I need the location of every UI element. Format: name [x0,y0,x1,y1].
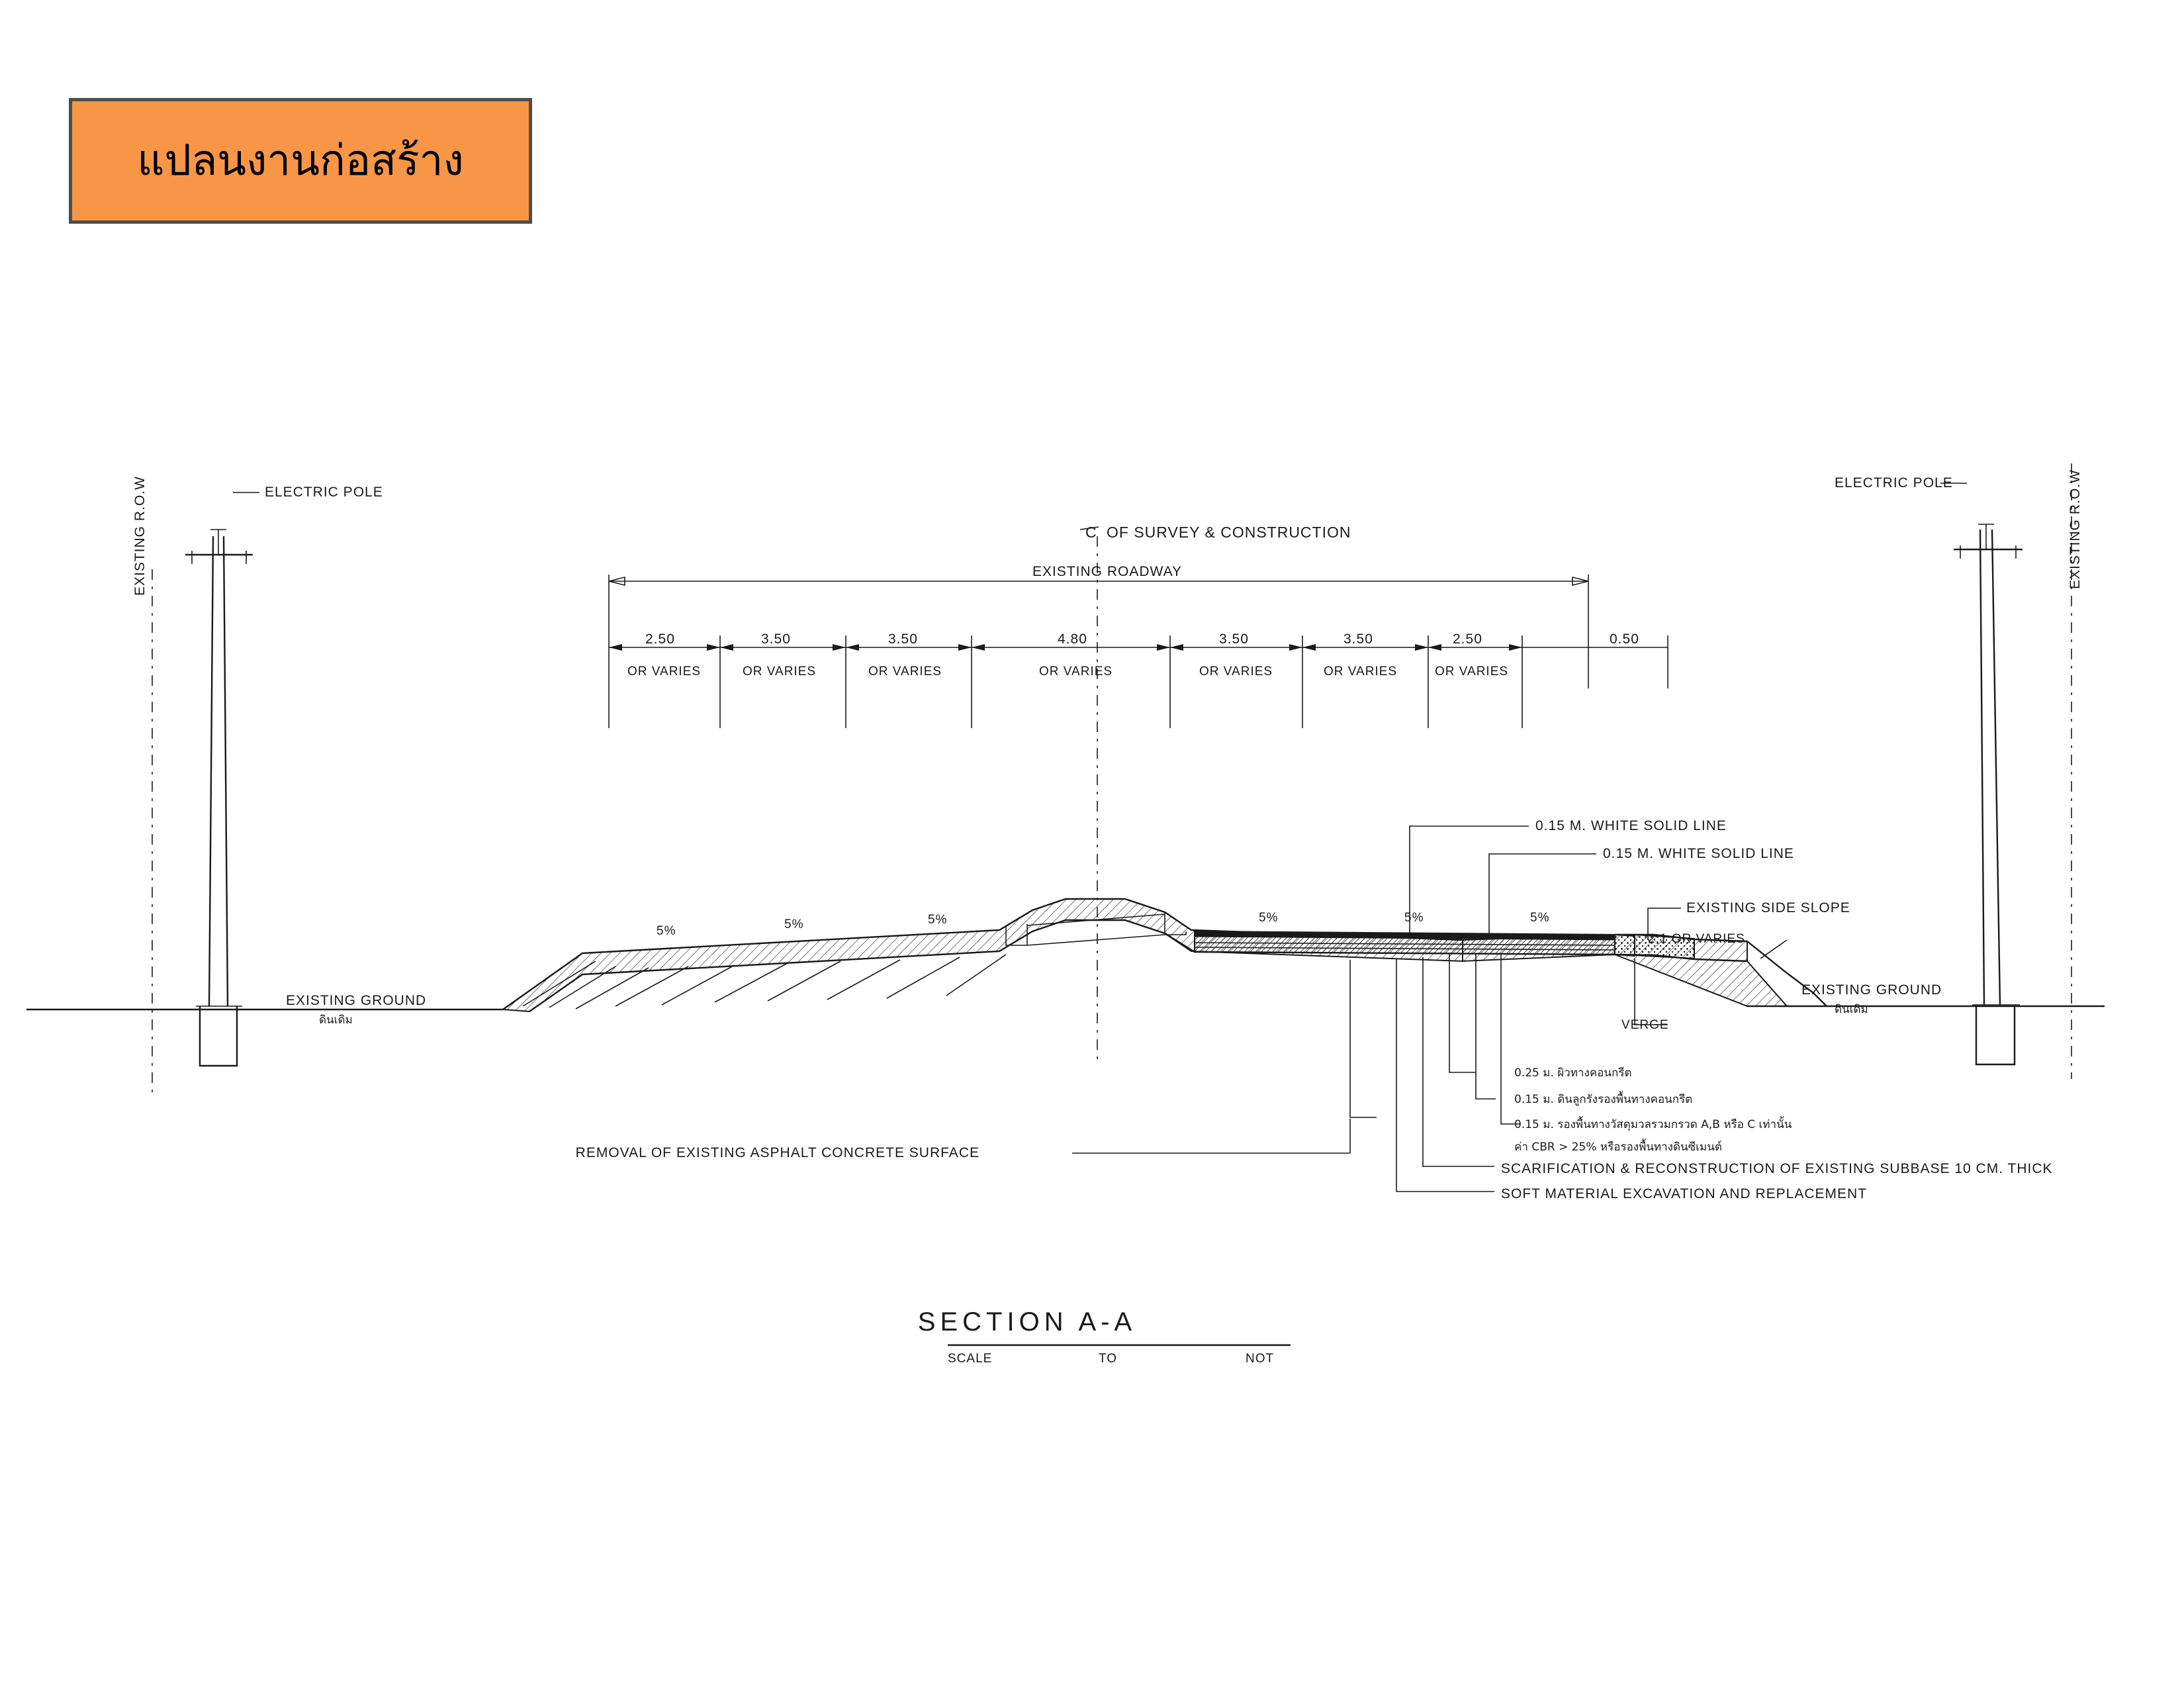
svg-text:5%: 5% [784,917,804,931]
dimension-note-6: OR VARIES [1324,665,1398,679]
centerline-label-group [1080,524,1351,541]
dimension-value-1: 2.50 [645,632,675,647]
callout-bottom-1: REMOVAL OF EXISTING ASPHALT CONCRETE SURFACE [575,1145,979,1160]
layer-callout-1: 0.25 ม. ผิวทางคอนกรีต [1514,1066,1632,1080]
existing-ground-label-left: EXISTING GROUND [286,993,427,1008]
layer-callout-4: ค่า CBR > 25% หรือรองพื้นทางดินซีเมนต์ [1514,1141,1722,1154]
existing-ground-label-right-group [1801,982,1942,1016]
callout-soft-material [1501,1186,1867,1201]
row-label-left-group [132,476,148,596]
dimension-value-4: 4.80 [1058,632,1087,647]
layer-callout-3: 0.15 ม. รองพื้นทางวัสดุมวลรวมกรวด A,B หรือ C เท่านั้น [1514,1118,1792,1131]
dimension-note-4: OR VARIES [1039,665,1113,679]
callout-white-line-1 [1410,818,1727,933]
existing-roadway-dimension [609,564,1588,635]
dimension-note-1: OR VARIES [627,665,702,679]
dimension-value-5: 3.50 [1219,632,1249,647]
dimension-value-7: 2.50 [1453,632,1482,647]
dimension-note-2: OR VARIES [743,665,817,679]
dimension-value-6: 3.50 [1343,632,1373,647]
callout-removal-asphalt [576,1119,1350,1160]
existing-ground-label-right: EXISTING GROUND [1801,982,1942,998]
electric-pole-right [1954,524,2023,1064]
centerline-symbol: C [1085,524,1097,541]
dimension-value-8: 0.50 [1610,632,1639,647]
existing-ground-thai-right: ดินเดิม [1835,1003,1868,1016]
layer-callout-2: 0.15 ม. ดินลูกรังรองพื้นทางคอนกรีต [1514,1093,1693,1106]
scale-note-left: SCALE [948,1352,993,1366]
row-label-right-group [2068,469,2083,589]
dimension-note-3: OR VARIES [868,665,942,679]
scale-note-right: NOT [1246,1352,1275,1366]
callout-right-4: VERGE [1621,1018,1669,1032]
dimension-chain [609,632,1668,728]
layer-callout-leaders [1350,953,1520,1192]
section-title: SECTION A-A [917,1307,1137,1336]
electric-pole-label-right-group [1835,475,1967,491]
side-slope-ratio: 2:1 OR VARIES [1648,932,1745,946]
section-title-group [918,1307,1291,1366]
svg-text:5%: 5% [1259,911,1279,925]
callout-bottom-2: SCARIFICATION & RECONSTRUCTION OF EXISTING SUBBASE 10 CM. THICK [1501,1161,2053,1176]
electric-pole-label-left: ELECTRIC POLE [265,485,383,500]
page-title: แปลนงานก่อสร้าง [137,136,464,185]
dimension-value-3: 3.50 [888,632,918,647]
electric-pole-left [185,530,253,1066]
scale-note-middle: TO [1099,1352,1118,1366]
row-label-right: EXISTING R.O.W [2068,469,2083,589]
callout-right-1: 0.15 M. WHITE SOLID LINE [1535,818,1727,833]
road-embankment [503,899,1827,1011]
electric-pole-label-right: ELECTRIC POLE [1835,475,1953,491]
svg-text:5%: 5% [1530,911,1550,925]
svg-text:5%: 5% [1404,911,1424,925]
svg-text:5%: 5% [657,924,676,938]
dimension-note-5: OR VARIES [1199,665,1273,679]
electric-pole-label-left-group [233,485,383,500]
existing-roadway-label: EXISTING ROADWAY [1032,564,1183,579]
row-label-left: EXISTING R.O.W [132,476,148,596]
svg-text:5%: 5% [928,913,948,927]
callout-right-2: 0.15 M. WHITE SOLID LINE [1603,846,1794,861]
dimension-note-7: OR VARIES [1435,665,1509,679]
dimension-value-2: 3.50 [761,632,791,647]
layer-callout-texts [1514,1066,1792,1154]
callout-scarification [1501,1161,2053,1176]
callout-right-3: EXISTING SIDE SLOPE [1686,900,1850,915]
existing-ground-thai-left: ดินเดิม [319,1013,353,1027]
callout-bottom-3: SOFT MATERIAL EXCAVATION AND REPLACEMENT [1501,1186,1868,1201]
centerline-label: OF SURVEY & CONSTRUCTION [1107,524,1351,541]
